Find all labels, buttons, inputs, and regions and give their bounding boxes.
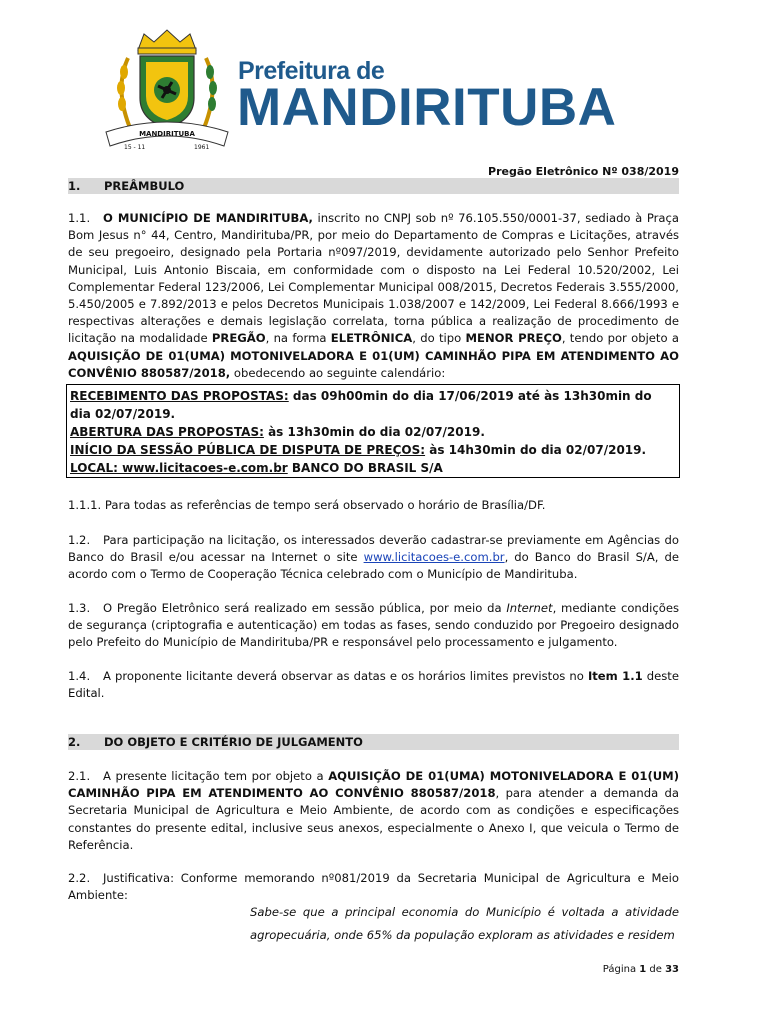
footer-text: Página	[602, 964, 640, 975]
paragraph-text: deste Edital.	[68, 669, 679, 701]
location-label[interactable]: LOCAL: www.licitacoes-e.com.br	[70, 461, 288, 475]
opening-value: às 13h30min do dia 02/07/2019.	[263, 425, 485, 439]
paragraph-2-1	[68, 768, 679, 854]
session-value: às 14h30min do dia 02/07/2019.	[425, 443, 647, 457]
paragraph-text: inscrito no CNPJ sob nº 76.105.550/0001-37, sediado à Praça Bom Jesus n° 44, Centro, Mandirituba/PR, por meio do Departamento de Compras e Licitações, através de seu pregoeiro, designado pela Portaria nº097/2019, devidamente autorizado pelo Senhor Prefeito Municipal, Luis Antonio Biscaia, em conformidade com o disposto na Lei Federal 10.520/2002, Lei Complementar Federal 123/2006, Lei Complementar Municipal 008/2015, Decretos Federais 3.555/2000, 5.450/2005 e 7.892/2013 e pelos Decretos Municipais 1.038/2007 e 142/2009, Lei Federal 8.666/1993 e respectivas alterações e demais legislação correlata, torna pública a realização de procedimento de licitação na modalidade	[68, 211, 680, 346]
section-number: 2.	[68, 735, 81, 749]
paragraph-number: 1.3.	[68, 601, 91, 615]
paragraph-text: A proponente licitante deverá observar as datas e os horários limites previstos no	[103, 669, 588, 683]
crest-band-text: MANDIRITUBA	[139, 130, 195, 138]
type-text: MENOR PREÇO	[465, 331, 562, 346]
session-label: INÍCIO DA SESSÃO PÚBLICA DE DISPUTA DE PREÇOS:	[70, 443, 426, 457]
section-heading-2	[68, 734, 679, 750]
receipt-line	[70, 387, 676, 423]
paragraph-text: Justificativa: Conforme memorando nº081/2019 da Secretaria Municipal de Agricultura e Meio Ambiente:	[68, 871, 679, 903]
section-heading-1	[68, 178, 679, 194]
internet-word: Internet	[506, 601, 553, 615]
page-number: 1	[639, 964, 647, 975]
municipality-name: O MUNICÍPIO DE MANDIRITUBA,	[103, 211, 313, 225]
brand-name: MANDIRITUBA	[237, 78, 617, 137]
section-title: PREÂMBULO	[104, 179, 185, 193]
paragraph-number: 1.1.	[68, 211, 91, 225]
paragraph-text: , mediante condições de segurança (criptografia e autenticação) em todas as fases, sendo conduzido por Pregoeiro designado pelo Prefeito do Município de Mandirituba/PR e responsável pelo processamento e julgamento.	[68, 601, 680, 650]
paragraph-text: , do tipo	[412, 331, 466, 346]
receipt-value: das 09h00min do dia 17/06/2019 até às 13h30min do dia 02/07/2019.	[70, 389, 652, 421]
item-reference: Item 1.1	[587, 669, 643, 683]
paragraph-number: 2.2.	[68, 871, 91, 885]
crest-year-text: 1961	[194, 144, 210, 151]
calendar-box	[66, 384, 680, 478]
location-line	[70, 459, 676, 477]
paragraph-text: , do Banco do Brasil S/A, de acordo com o Termo de Cooperação Técnica celebrado com o Município de Mandirituba.	[68, 550, 679, 582]
object-text: AQUISIÇÃO DE 01(UMA) MOTONIVELADORA E 01(UM) CAMINHÃO PIPA EM ATENDIMENTO AO CONVÊNIO 880587/2018	[68, 769, 679, 801]
document-reference: Pregão Eletrônico Nº 038/2019	[488, 165, 679, 178]
paragraph-1-2	[68, 532, 679, 584]
object-text: AQUISIÇÃO DE 01(UMA) MOTONIVELADORA E 01(UM) CAMINHÃO PIPA EM ATENDIMENTO AO CONVÊNIO 880587/2018,	[68, 348, 679, 380]
paragraph-text: O Pregão Eletrônico será realizado em sessão pública, por meio da	[103, 601, 507, 615]
justification-quote: Sabe-se que a principal economia do Município é voltada a atividade agropecuária, onde 65% da população exploram as atividades e residem	[250, 905, 679, 942]
footer-text: de	[646, 964, 666, 975]
paragraph-1-4	[68, 668, 679, 702]
location-value: BANCO DO BRASIL S/A	[287, 461, 443, 475]
form-text: ELETRÔNICA	[330, 331, 413, 346]
paragraph-text: A presente licitação tem por objeto a	[103, 769, 329, 783]
page-footer	[603, 964, 679, 975]
opening-label: ABERTURA DAS PROPOSTAS:	[70, 425, 264, 439]
municipal-crest-logo	[100, 28, 234, 156]
crest-day-text: 15 - 11	[124, 144, 146, 151]
session-line	[70, 441, 676, 459]
page-total: 33	[665, 964, 679, 975]
paragraph-text: , para atender a demanda da Secretaria Municipal de Agricultura e Meio Ambiente, de acordo com as condições e especificações constantes do presente edital, inclusive seus anexos, especialmente o Anexo I, que veicula o Termo de Referência.	[68, 786, 679, 852]
paragraph-1-1	[68, 210, 679, 382]
section-title: DO OBJETO E CRITÉRIO DE JULGAMENTO	[104, 735, 363, 749]
paragraph-number: 2.1.	[68, 769, 91, 783]
receipt-label: RECEBIMENTO DAS PROPOSTAS:	[70, 389, 289, 403]
paragraph-text: , tendo por objeto a	[561, 331, 679, 346]
paragraph-1-3	[68, 600, 679, 652]
modality-text: PREGÃO	[211, 331, 266, 346]
brand-prefix: Prefeitura de	[238, 57, 385, 85]
paragraph-number: 1.4.	[68, 669, 91, 683]
paragraph-2-2	[68, 870, 679, 904]
paragraph-text: Para participação na licitação, os interessados deverão cadastrar-se previamente em Agências do Banco do Brasil e/ou acessar na Internet o site	[68, 533, 679, 565]
section-number: 1.	[68, 179, 81, 193]
paragraph-1-1-1: 1.1.1. Para todas as referências de tempo será observado o horário de Brasília/DF.	[68, 498, 546, 512]
opening-line	[70, 423, 676, 441]
paragraph-text: obedecendo ao seguinte calendário:	[230, 365, 446, 380]
paragraph-number: 1.2.	[68, 533, 91, 547]
licitacoes-link[interactable]: www.licitacoes-e.com.br	[363, 550, 505, 565]
paragraph-text: , na forma	[265, 331, 331, 346]
